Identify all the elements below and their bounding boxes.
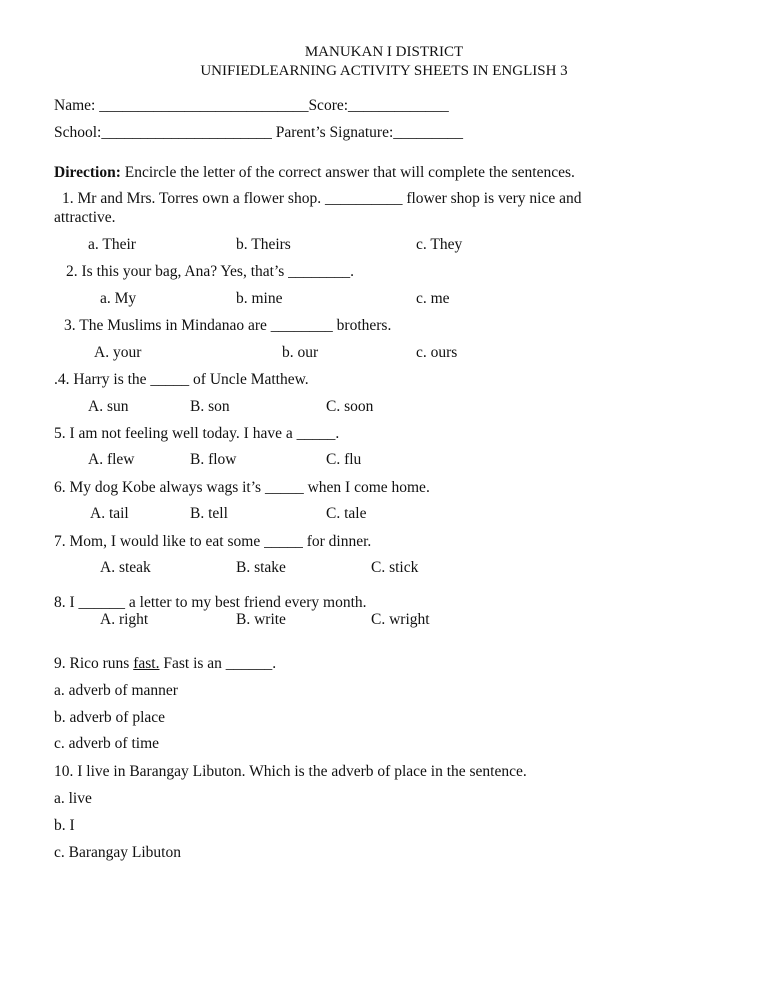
question-4: .4. Harry is the _____ of Uncle Matthew. (54, 371, 309, 388)
q3-choice-b[interactable]: b. our (282, 344, 319, 361)
q9-choice-a[interactable]: a. adverb of manner (54, 682, 178, 699)
q9-text-start: 9. Rico runs (54, 655, 134, 672)
q2-choice-b[interactable]: b. mine (236, 290, 283, 307)
question-8: 8. I ______ a letter to my best friend every month. (54, 594, 367, 611)
q9-text-end: Fast is an ______. (159, 655, 277, 672)
q4-choice-b[interactable]: B. son (190, 398, 230, 415)
q3-choice-c[interactable]: c. ours (416, 344, 458, 361)
question-6: 6. My dog Kobe always wags it’s _____ when I come home. (54, 479, 430, 496)
question-2: 2. Is this your bag, Ana? Yes, that’s ________. (66, 263, 355, 280)
q1-choice-c[interactable]: c. They (416, 236, 463, 253)
question-5: 5. I am not feeling well today. I have a _____. (54, 425, 340, 442)
district-title: MANUKAN I DISTRICT (304, 44, 464, 60)
q2-choice-a[interactable]: a. My (100, 290, 137, 307)
q6-choice-b[interactable]: B. tell (190, 505, 228, 522)
q5-choice-a[interactable]: A. flew (88, 451, 135, 468)
q7-choice-b[interactable]: B. stake (236, 559, 286, 576)
q5-choice-c[interactable]: C. flu (326, 451, 362, 468)
q4-choice-c[interactable]: C. soon (326, 398, 374, 415)
q3-choice-a[interactable]: A. your (94, 344, 142, 361)
q7-choice-c[interactable]: C. stick (371, 559, 419, 576)
question-3: 3. The Muslims in Mindanao are ________ brothers. (64, 317, 392, 334)
q7-choice-a[interactable]: A. steak (100, 559, 151, 576)
question-9 (54, 655, 276, 673)
direction (54, 164, 575, 182)
name-score-line: Name: ___________________________Score:_____________ (54, 97, 449, 114)
q8-choice-c[interactable]: C. wright (371, 611, 430, 628)
q9-choice-c[interactable]: c. adverb of time (54, 735, 160, 752)
q1-choice-b[interactable]: b. Theirs (236, 236, 291, 253)
q9-choice-b[interactable]: b. adverb of place (54, 709, 166, 726)
school-signature-line: School:______________________ Parent’s Signature:_________ (54, 124, 464, 141)
question-1-cont: attractive. (54, 209, 116, 226)
q9-underlined-word: fast. (133, 655, 160, 672)
q10-choice-a[interactable]: a. live (54, 790, 92, 807)
q5-choice-b[interactable]: B. flow (190, 451, 237, 468)
q2-choice-c[interactable]: c. me (416, 290, 450, 307)
q10-choice-b[interactable]: b. I (54, 817, 75, 834)
q6-choice-c[interactable]: C. tale (326, 505, 367, 522)
q6-choice-a[interactable]: A. tail (90, 505, 129, 522)
q8-choice-a[interactable]: A. right (100, 611, 149, 628)
question-10: 10. I live in Barangay Libuton. Which is the adverb of place in the sentence. (54, 763, 527, 780)
direction-label: Direction: (54, 164, 121, 181)
q1-choice-a[interactable]: a. Their (88, 236, 136, 253)
worksheet-title: UNIFIEDLEARNING ACTIVITY SHEETS IN ENGLISH 3 (200, 63, 568, 79)
q4-choice-a[interactable]: A. sun (88, 398, 129, 415)
direction-text: Encircle the letter of the correct answer that will complete the sentences. (120, 164, 575, 181)
q10-choice-c[interactable]: c. Barangay Libuton (54, 844, 181, 861)
question-1: 1. Mr and Mrs. Torres own a flower shop. __________ flower shop is very nice and (62, 190, 582, 207)
question-7: 7. Mom, I would like to eat some _____ for dinner. (54, 533, 372, 550)
q8-choice-b[interactable]: B. write (236, 611, 286, 628)
